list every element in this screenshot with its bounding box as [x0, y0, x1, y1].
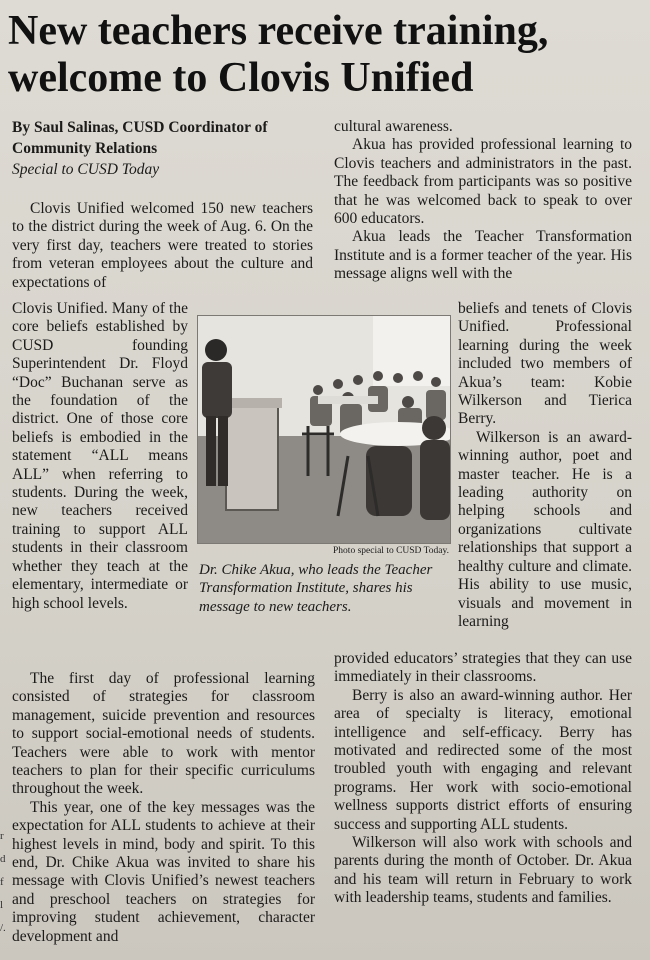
paragraph: This year, one of the key messages was the expectation for ALL students to achieve at their highest levels in mind, body and spirit. To this end, Dr. Chike Akua was invited to share his message with Clovis Unified’s newest teachers and preschool teachers on strategies for improving student achievement, character development and [12, 798, 315, 945]
photo-illustration [198, 316, 450, 543]
byline-special: Special to CUSD Today [12, 161, 160, 178]
left-narrow-text [12, 300, 188, 613]
article-photo [197, 315, 451, 544]
paragraph: Clovis Unified welcomed 150 new teachers to the district during the week of Aug. 6. On the very first day, teachers were treated to stories from veteran employees about the culture and expectations of [12, 200, 313, 291]
paragraph: cultural awareness. [334, 118, 453, 135]
paragraph: provided educators’ strategies that they can use immediately in their classrooms. [334, 650, 632, 686]
photo-credit: Photo special to CUSD Today. [333, 546, 449, 556]
left-bottom-text [12, 670, 315, 946]
paragraph: Wilkerson is an award-winning author, poet and master teacher. He is a leading authority on helping schools and organizations cultivate relationships that support a healthy culture and climate. His ability to use music, visuals and movement in learning [458, 428, 632, 630]
paragraph: beliefs and tenets of Clovis Unified. Professional learning during the week included two members of Akua’s team: Kobie Wilkerson and Tierica Berry. [458, 300, 632, 428]
paragraph: Akua has provided professional learning to Clovis teachers and administrators in the past. The feedback from participants was so positive that he was welcomed back to speak to over 600 educators. [334, 136, 632, 228]
headline: New teachers receive training, welcome to Clovis Unified [8, 8, 549, 101]
right-bottom-text [334, 650, 632, 908]
margin-fragments [0, 825, 8, 940]
right-narrow-text [458, 300, 632, 631]
paragraph: Wilkerson will also work with schools and parents during the month of October. Dr. Akua and his team will return in February to work with leadership teams, students and families. [334, 834, 632, 907]
photo-caption: Dr. Chike Akua, who leads the Teacher Transformation Institute, shares his message to new teachers. [199, 562, 433, 615]
byline: By Saul Salinas, CUSD Coordinator of Community Relations [12, 119, 268, 157]
left-intro-text [12, 200, 313, 292]
margin-mark: /. [0, 922, 6, 934]
paragraph: The first day of professional learning consisted of strategies for classroom management, suicide prevention and resources to support social-emotional needs of students. Teachers were able to work with mentor teachers to plan for their specific curriculums throughout the week. [12, 670, 315, 798]
right-top-text [334, 118, 632, 284]
margin-mark: r [0, 830, 4, 842]
paragraph: Akua leads the Teacher Transformation Institute and is a former teacher of the year. His message aligns well with the [334, 228, 632, 283]
margin-mark: l [0, 899, 4, 911]
paragraph: Berry is also an award-winning author. Her area of specialty is literacy, emotional intelligence and self-efficacy. Berry has motivated and redirected some of the most troubled youth with engaging and relevant programs. Her work with socio-emotional wellness supports district efforts of ensuring success and supporting ALL students. [334, 686, 632, 833]
paragraph: Clovis Unified. Many of the core beliefs established by CUSD founding Superintendent Dr. Floyd “Doc” Buchanan serve as the foundation of the district. One of those core beliefs is embodied in the statement “ALL means ALL” when referring to students. During the week, new teachers received training to support ALL students in their classroom whether they teach at the elementary, intermediate or high school levels. [12, 300, 188, 612]
margin-mark: f [0, 876, 4, 888]
margin-mark: d [0, 853, 6, 865]
byline-block [12, 117, 312, 180]
